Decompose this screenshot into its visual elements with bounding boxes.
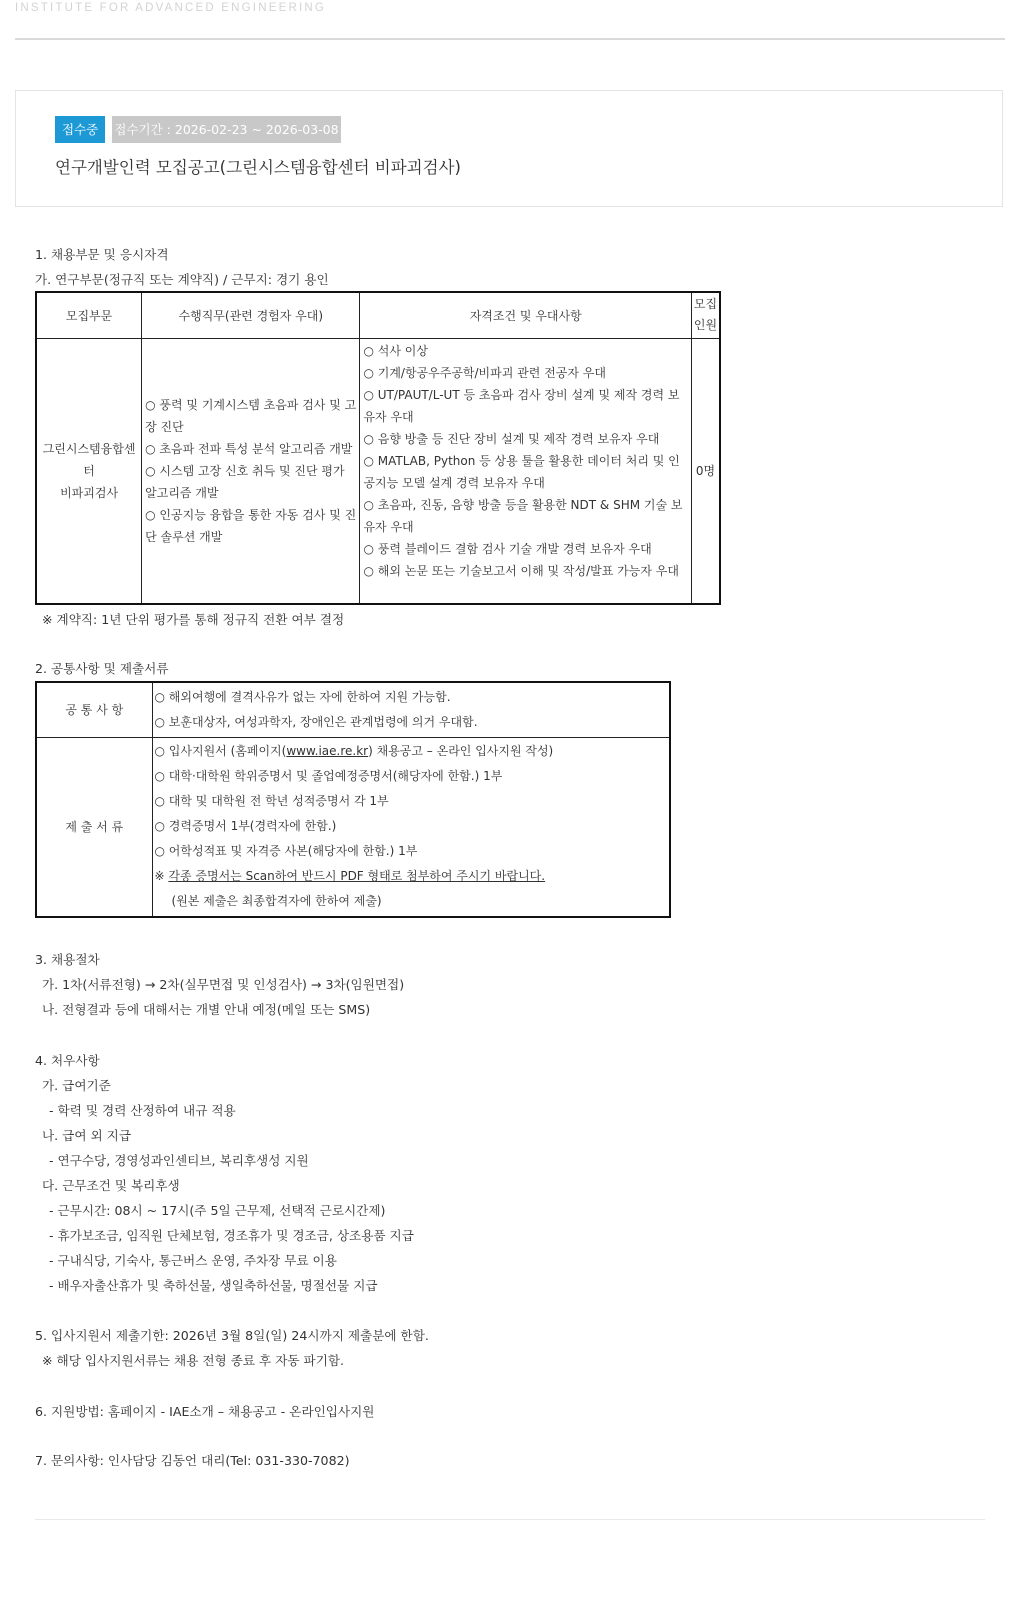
post-title: 연구개발인력 모집공고(그린시스템융합센터 비파괴검사) [55,158,461,177]
docs-label: 제 출 서 류 [36,737,152,917]
deadline-line: 5. 입사지원서 제출기한: 2026년 3월 8일(일) 24시까지 제출분에 한함. [35,1328,429,1343]
th-duties: 수행직무(관련 경험자 우대) [142,292,360,338]
dept-line1: 그린시스템융합센터 [42,441,136,478]
status-badge: 접수중 [55,116,105,143]
doc-item: ○ 어학성적표 및 자격증 사본(해당자에 한함.) 1부 [154,844,418,859]
benefit-line: - 근무시간: 08시 ~ 17시(주 5일 근무제, 선택적 근로시간제) [49,1203,386,1218]
doc-item: ○ 경력증명서 1부(경력자에 한함.) [154,819,337,834]
contact-line: 7. 문의사항: 인사담당 김동언 대리(Tel: 031-330-7082) [35,1453,350,1468]
common-item: ○ 해외여행에 결격사유가 없는 자에 한하여 지원 가능함. [154,689,451,704]
process-line: 나. 전형결과 등에 대해서는 개별 안내 예정(메일 또는 SMS) [42,1002,371,1017]
common-items-cell [152,682,670,737]
institute-name: INSTITUTE FOR ADVANCED ENGINEERING [15,2,326,14]
th-count [691,292,720,338]
benefit-line: - 연구수당, 경영성과인센티브, 복리후생성 지원 [49,1153,309,1168]
qual-item: ○ 풍력 블레이드 결함 검사 기술 개발 경력 보유자 우대 [363,541,652,556]
th-count-line2: 인원 [693,318,718,333]
footer-divider [35,1519,985,1520]
contract-note: ※ 계약직: 1년 단위 평가를 통해 정규직 전환 여부 결정 [42,612,345,627]
section4-heading: 4. 처우사항 [35,1053,100,1068]
th-quals: 자격조건 및 우대사항 [360,292,691,338]
docs-note-2: (원본 제출은 최종합격자에 한하여 제출) [171,894,382,909]
doc-item: ○ 대학·대학원 학위증명서 및 졸업예정증명서(해당자에 한함.) 1부 [154,769,503,784]
dept-cell [36,338,142,604]
post-header-card [15,90,1003,207]
section1-heading: 1. 채용부문 및 응시자격 [35,247,169,262]
th-count-line1: 모집 [693,297,718,312]
note-mark: ※ [154,869,169,884]
doc-item [153,739,669,764]
docs-note [153,864,669,889]
benefit-line: - 휴가보조금, 임직원 단체보험, 경조휴가 및 경조금, 상조용품 지급 [49,1228,414,1243]
duty-item: ○ 초음파 전파 특성 분석 알고리즘 개발 [145,441,353,456]
quals-cell [360,338,691,604]
benefit-line: 가. 급여기준 [42,1078,111,1093]
qual-item: ○ 음향 방출 등 진단 장비 설계 및 제작 경력 보유자 우대 [363,431,660,446]
process-line: 가. 1차(서류전형) → 2차(실무면접 및 인성검사) → 3차(임원면접) [42,977,405,992]
qual-item: ○ 기계/항공우주공학/비파괴 관련 전공자 우대 [363,365,606,380]
duty-item: ○ 인공지능 융합을 통한 자동 검사 및 진단 솔루션 개발 [145,507,357,544]
common-label: 공 통 사 항 [36,682,152,737]
count-cell: 0명 [691,338,720,604]
section1-subheading: 가. 연구부문(정규직 또는 계약직) / 근무지: 경기 용인 [35,272,329,287]
docs-note-text: 각종 증명서는 Scan하여 반드시 PDF 형태로 첨부하여 주시기 바랍니다. [168,869,546,884]
doc1-suffix: ) 채용공고 – 온라인 입사지원 작성) [368,744,554,759]
duty-item: ○ 시스템 고장 신호 취득 및 진단 평가 알고리즘 개발 [145,463,345,500]
common-item: ○ 보훈대상자, 여성과학자, 장애인은 관계법령에 의거 우대함. [154,714,478,729]
benefit-line: - 학력 및 경력 산정하여 내규 적용 [49,1103,236,1118]
common-table [35,681,671,918]
qual-item: ○ 석사 이상 [363,343,428,358]
th-dept: 모집부문 [36,292,142,338]
apply-method: 6. 지원방법: 홈페이지 - IAE소개 – 채용공고 - 온라인입사지원 [35,1404,375,1419]
section3-heading: 3. 채용절차 [35,952,100,967]
benefit-line: 나. 급여 외 지급 [42,1128,132,1143]
doc1-prefix: ○ 입사지원서 (홈페이지( [154,744,287,759]
qual-item: ○ UT/PAUT/L-UT 등 초음파 검사 장비 설계 및 제작 경력 보유자 우대 [363,387,680,424]
qual-item: ○ 초음파, 진동, 음향 방출 등을 활용한 NDT & SHM 기술 보유자 우대 [363,497,683,534]
doc-item: ○ 대학 및 대학원 전 학년 성적증명서 각 1부 [154,794,389,809]
homepage-link[interactable]: www.iae.re.kr [286,744,369,759]
deadline-note: ※ 해당 입사지원서류는 채용 전형 종료 후 자동 파기함. [42,1353,345,1368]
period-badge: 접수기간 : 2026-02-23 ~ 2026-03-08 [112,116,341,143]
recruit-table [35,291,721,605]
dept-line2: 비파괴검사 [60,485,119,500]
qual-item: ○ 해외 논문 또는 기술보고서 이해 및 작성/발표 가능자 우대 [363,563,679,578]
benefit-line: 다. 근무조건 및 복리후생 [42,1178,180,1193]
duty-item: ○ 풍력 및 기계시스템 초음파 검사 및 고장 진단 [145,397,357,434]
header-divider [15,38,1005,40]
benefit-line: - 배우자출산휴가 및 축하선물, 생일축하선물, 명절선물 지급 [49,1278,378,1293]
duties-cell [142,338,360,604]
docs-cell [152,737,670,917]
benefit-line: - 구내식당, 기숙사, 통근버스 운영, 주차장 무료 이용 [49,1253,337,1268]
section2-heading: 2. 공통사항 및 제출서류 [35,661,169,676]
qual-item: ○ MATLAB, Python 등 상용 툴을 활용한 데이터 처리 및 인공지능 모델 설계 경력 보유자 우대 [363,453,680,490]
